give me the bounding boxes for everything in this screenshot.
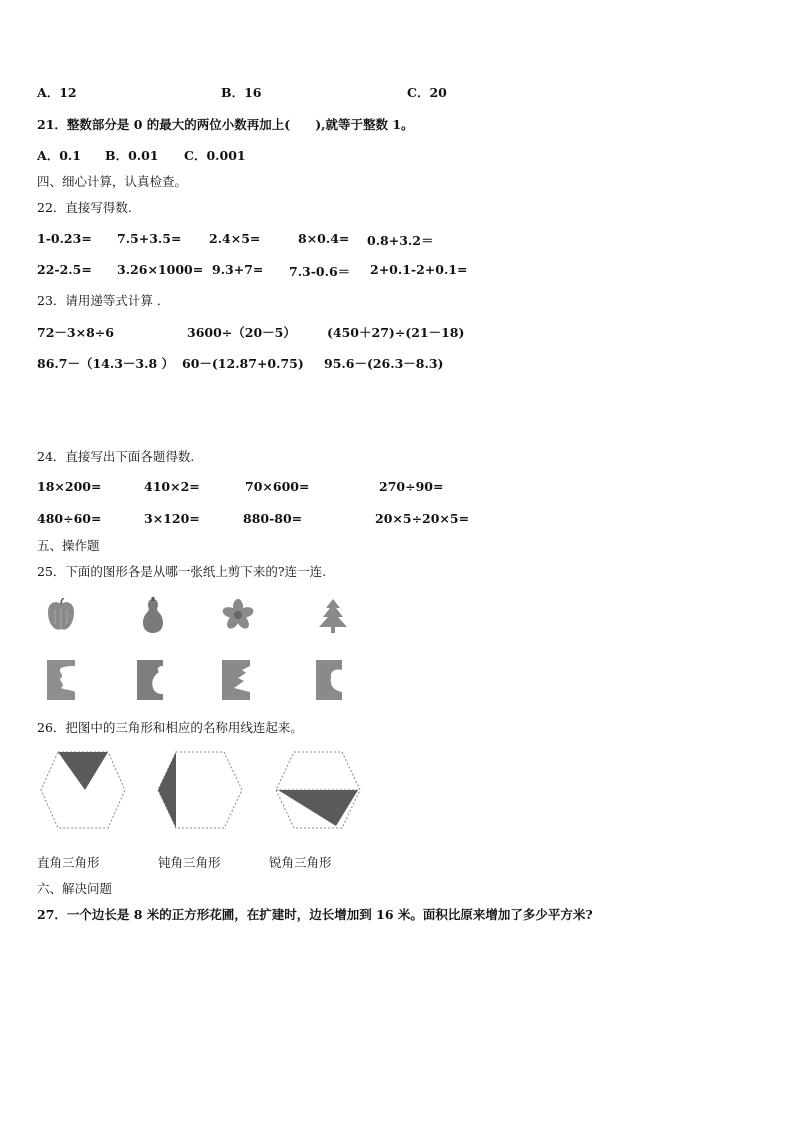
q22-item: 2.4×5= [209,231,261,246]
q22-item: 3.26×1000= [117,262,204,277]
flower-shape-icon[interactable] [221,598,255,632]
section-5-heading: 五、操作题 [37,538,100,553]
q24-item: 410×2= [144,479,200,494]
label-acute-triangle[interactable]: 锐角三角形 [269,855,332,870]
q23-item: 72－3×8÷6 [37,325,114,340]
q22-item: 7.5+3.5= [117,231,182,246]
q24-title: 24．直接写出下面各题得数. [37,449,195,464]
q22-title: 22．直接写得数. [37,200,132,215]
q23-title: 23．请用递等式计算 ． [37,293,170,308]
q21-text: 21．整数部分是 0 的最大的两位小数再加上( ),就等于整数 1。 [37,117,414,132]
q20-option-c[interactable]: C．20 [407,85,447,100]
apple-shape-icon[interactable] [46,598,76,634]
q24-item: 480÷60= [37,511,102,526]
q24-item: 20×5÷20×5= [375,511,470,526]
q27-text: 27．一个边长是 8 米的正方形花圃，在扩建时，边长增加到 16 米。面积比原来增加了多少平方米? [37,907,593,922]
section-4-heading: 四、细心计算，认真检查。 [37,174,188,189]
label-obtuse-triangle[interactable]: 钝角三角形 [158,855,221,870]
q24-item: 270÷90= [379,479,444,494]
gourd-shape-icon[interactable] [138,597,168,635]
q20-option-b[interactable]: B．16 [221,85,262,100]
tree-shape-icon[interactable] [316,598,350,634]
q24-item: 3×120= [144,511,200,526]
hexagon-figure-right-triangle[interactable] [38,750,128,830]
q22-item: 7.3-0.6＝ [289,264,351,279]
hexagon-figure-acute-triangle[interactable] [272,750,364,830]
q24-item: 70×600= [245,479,310,494]
q22-item: 9.3+7= [212,262,264,277]
paper-with-flower-hole-icon[interactable] [47,660,79,700]
q24-item: 880-80= [243,511,303,526]
section-6-heading: 六、解决问题 [37,881,113,896]
paper-with-apple-hole-icon[interactable] [316,660,346,700]
q23-item: 60－(12.87+0.75) [182,356,304,371]
paper-with-tree-hole-icon[interactable] [222,660,254,700]
q22-item: 2+0.1-2+0.1= [370,262,468,277]
q22-item: 8×0.4= [298,231,350,246]
q22-item: 1-0.23= [37,231,92,246]
q24-item: 18×200= [37,479,102,494]
paper-with-gourd-hole-icon[interactable] [137,660,167,700]
q23-item: 95.6－(26.3－8.3) [324,356,444,371]
q21-option-a[interactable]: A．0.1 [37,148,81,163]
label-right-triangle[interactable]: 直角三角形 [37,855,100,870]
q23-item: 3600÷（20－5） [187,325,296,340]
q23-item: (450＋27)÷(21－18) [327,325,465,340]
q22-item: 22-2.5= [37,262,92,277]
q26-title: 26．把图中的三角形和相应的名称用线连起来。 [37,720,303,735]
q25-title: 25．下面的图形各是从哪一张纸上剪下来的?连一连. [37,564,327,579]
q21-option-b[interactable]: B．0.01 [105,148,159,163]
q22-item: 0.8+3.2＝ [367,233,434,248]
q20-option-a[interactable]: A．12 [37,85,77,100]
q23-item: 86.7－（14.3－3.8 ） [37,356,174,371]
q21-option-c[interactable]: C．0.001 [184,148,246,163]
hexagon-figure-obtuse-triangle[interactable] [154,750,246,830]
